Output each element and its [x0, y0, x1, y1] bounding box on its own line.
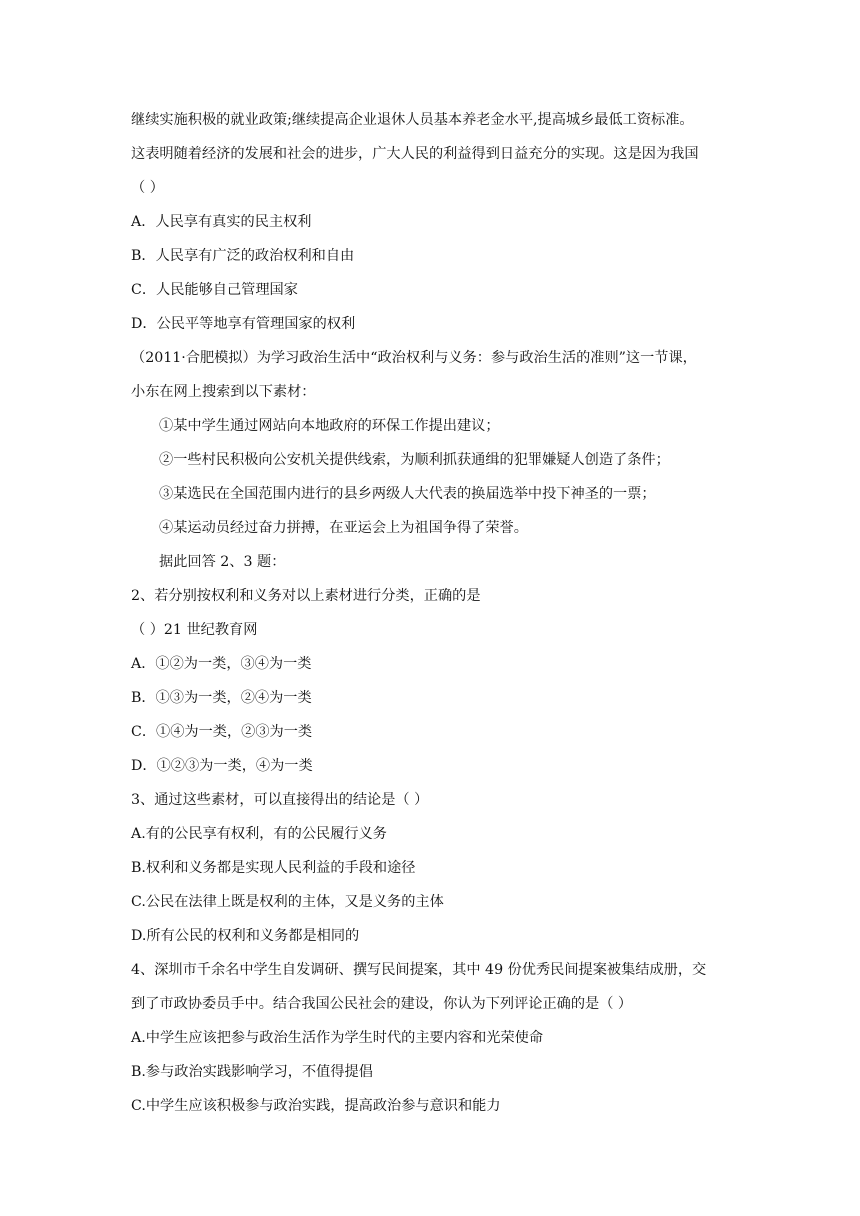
q1-option-c: C．人民能够自己管理国家: [131, 282, 298, 298]
q2-option-c: C．①④为一类，②③为一类: [131, 724, 313, 740]
q3-stem: 3、通过这些素材，可以直接得出的结论是（ ）: [131, 792, 429, 808]
material-item-3: ③某选民在全国范围内进行的县乡两级人大代表的换届选举中投下神圣的一票；: [159, 486, 656, 502]
q3-option-d: D.所有公民的权利和义务都是相同的: [131, 928, 360, 944]
q2-answer-bracket: （ ）21 世纪教育网: [131, 622, 258, 638]
material-item-2: ②一些村民积极向公安机关提供线索，为顺利抓获通缉的犯罪嫌疑人创造了条件；: [159, 452, 670, 468]
q2-stem: 2、若分别按权利和义务对以上素材进行分类，正确的是: [131, 588, 481, 604]
q1-option-d: D．公民平等地享有管理国家的权利: [131, 316, 356, 332]
q2-option-b: B．①③为一类，②④为一类: [131, 690, 312, 706]
intro-line-2: 这表明随着经济的发展和社会的进步，广大人民的利益得到日益充分的实现。这是因为我国: [131, 146, 699, 162]
material-intro-line-1: （2011·合肥模拟）为学习政治生活中“政治权利与义务：参与政治生活的准则”这一节课，: [131, 350, 697, 366]
q2-option-a: A．①②为一类，③④为一类: [131, 656, 312, 672]
q1-option-a: A．人民享有真实的民主权利: [131, 214, 312, 230]
q4-option-b: B.参与政治实践影响学习，不值得提倡: [131, 1064, 373, 1080]
q3-option-a: A.有的公民享有权利，有的公民履行义务: [131, 826, 387, 842]
material-intro-line-2: 小东在网上搜索到以下素材：: [131, 384, 316, 400]
material-item-1: ①某中学生通过网站向本地政府的环保工作提出建议；: [159, 418, 500, 434]
q4-option-c: C.中学生应该积极参与政治实践，提高政治参与意识和能力: [131, 1098, 501, 1114]
q1-option-b: B．人民享有广泛的政治权利和自由: [131, 248, 355, 264]
material-item-4: ④某运动员经过奋力拼搏，在亚运会上为祖国争得了荣誉。: [159, 520, 528, 536]
material-answer-note: 据此回答 2、3 题：: [159, 554, 286, 570]
q4-stem-line-1: 4、深圳市千余名中学生自发调研、撰写民间提案，其中 49 份优秀民间提案被集结成册，交: [131, 962, 707, 978]
q1-answer-bracket: （ ）: [131, 180, 164, 196]
q3-option-b: B.权利和义务都是实现人民利益的手段和途径: [131, 860, 416, 876]
q4-stem-line-2: 到了市政协委员手中。结合我国公民社会的建设，你认为下列评论正确的是（ ）: [131, 996, 633, 1012]
q3-option-c: C.公民在法律上既是权利的主体，又是义务的主体: [131, 894, 444, 910]
q4-option-a: A.中学生应该把参与政治生活作为学生时代的主要内容和光荣使命: [131, 1030, 544, 1046]
q2-option-d: D．①②③为一类，④为一类: [131, 758, 313, 774]
intro-line-1: 继续实施积极的就业政策;继续提高企业退休人员基本养老金水平,提高城乡最低工资标准。: [131, 112, 694, 128]
